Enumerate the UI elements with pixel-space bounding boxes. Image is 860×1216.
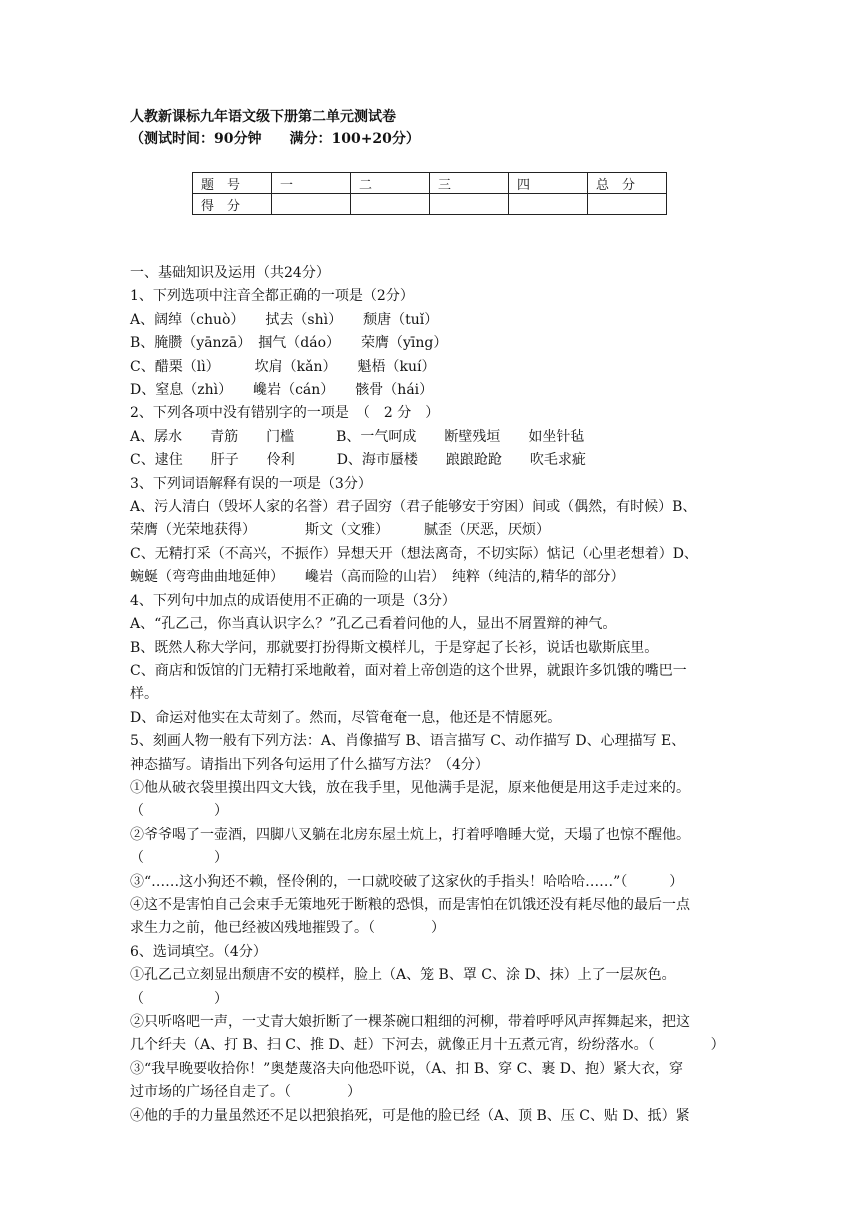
item-line: 求生力之前，他已经被凶残地摧毁了。（ ） — [130, 920, 445, 937]
option-line: A、污人清白（毁坏人家的名誉）君子固穷（君子能够安于穷困）间或（偶然，有时候）B、 — [130, 499, 697, 516]
option-line: 样。 — [130, 686, 158, 703]
option-line: A、阔绰（chuò） 拭去（shì） 颓唐（tuǐ） — [130, 311, 439, 328]
option-line: C、无精打采（不高兴，不振作）异想天开（想法离奇，不切实际）惦记（心里老想着）D、 — [130, 545, 698, 562]
question-text: 6、选词填空。（4分） — [130, 943, 267, 960]
item-line: ②爷爷喝了一壶酒，四脚八叉躺在北房东屋土炕上，打着呼噜睡大觉，天塌了也惊不醒他。 — [130, 826, 690, 843]
score-cell — [509, 194, 588, 215]
option-line: B、既然人称大学问，那就要打扮得斯文模样儿，于是穿起了长衫，说话也歇斯底里。 — [130, 639, 659, 656]
score-cell — [588, 194, 667, 215]
item-line: 几个纤夫（A、打 B、扫 C、推 D、赶）下河去，就像正月十五煮元宵，纷纷落水。（ ） — [130, 1037, 725, 1054]
score-cell: 题 号 — [193, 173, 272, 194]
option-line: 蜿蜒（弯弯曲曲地延伸） 巉岩（高而险的山岩） 纯粹（纯洁的,精华的部分） — [130, 569, 625, 586]
score-cell — [430, 194, 509, 215]
exam-title: 人教新课标九年语文级下册第二单元测试卷 — [130, 109, 396, 125]
score-cell: 四 — [509, 173, 588, 194]
section-heading: 一、基础知识及运用（共24分） — [130, 265, 330, 281]
option-line: C、逮住 肝子 伶利 D、海市蜃楼 踉踉跄跄 吹毛求疵 — [130, 452, 586, 469]
score-table-header-row — [193, 173, 667, 194]
question-text: 3、下列词语解释有误的一项是（3分） — [130, 475, 372, 492]
item-line: ④这不是害怕自己会束手无策地死于断粮的恐惧，而是害怕在饥饿还没有耗尽他的最后一点 — [130, 896, 690, 913]
score-cell — [272, 194, 351, 215]
item-line: ①孔乙己立刻显出颓唐不安的模样，脸上（A、笼 B、罩 C、涂 D、抹）上了一层灰色。 — [130, 967, 676, 984]
option-line: B、腌臜（yānzā） 掴气（dáo） 荣膺（yīng） — [130, 335, 448, 352]
answer-blank: （ ） — [130, 803, 228, 820]
option-line: 荣膺（光荣地获得） 斯文（文雅） 腻歪（厌恶，厌烦） — [130, 522, 550, 539]
score-cell: 一 — [272, 173, 351, 194]
exam-body — [130, 262, 734, 1128]
option-line: C、商店和饭馆的门无精打采地敞着，面对着上帝创造的这个世界，就跟许多饥饿的嘴巴一 — [130, 662, 687, 679]
question-text: 1、下列选项中注音全都正确的一项是（2分） — [130, 288, 414, 305]
score-table-score-row — [193, 194, 667, 215]
question-text: 4、下列句中加点的成语使用不正确的一项是（3分） — [130, 592, 456, 609]
exam-subtitle: （测试时间：90分钟 满分：100+20分） — [130, 131, 420, 147]
score-cell — [351, 194, 430, 215]
question-text: 2、下列各项中没有错别字的一项是 （ 2 分 ） — [130, 405, 440, 422]
item-line: 过市场的广场径自走了。（ ） — [130, 1084, 361, 1101]
score-cell: 二 — [351, 173, 430, 194]
question-text: 5、刻画人物一般有下列方法：A、肖像描写 B、语言描写 C、动作描写 D、心理描写 E、 — [130, 733, 686, 750]
item-line: ②只听咯吧一声，一丈青大娘折断了一棵茶碗口粗细的河柳，带着呼呼风声挥舞起来，把这 — [130, 1014, 690, 1030]
option-line: A、孱水 青筋 门槛 B、一气呵成 断壁残垣 如坐针毡 — [130, 428, 585, 445]
item-line: ④他的手的力量虽然还不足以把狼掐死，可是他的脸已经（A、顶 B、压 C、贴 D、抵）紧 — [130, 1107, 690, 1124]
item-line: ③“……这小狗还不赖，怪伶俐的，一口就咬破了这家伙的手指头！哈哈哈……”（ ） — [130, 873, 684, 890]
item-line: ①他从破衣袋里摸出四文大钱，放在我手里，见他满手是泥，原来他便是用这手走过来的。 — [130, 779, 690, 796]
score-cell: 总 分 — [588, 173, 667, 194]
option-line: D、窒息（zhì） 巉岩（cán） 骸骨（hái） — [130, 382, 434, 399]
question-text: 神态描写。请指出下列各句运用了什么描写方法？（4分） — [130, 756, 489, 773]
score-cell: 得 分 — [193, 194, 272, 215]
option-line: A、“孔乙己，你当真认识字么？”孔乙己看着问他的人，显出不屑置辩的神气。 — [130, 616, 617, 633]
item-line: ③“我早晚要收拾你！”奥楚蔑洛夫向他恐吓说，（A、扣 B、穿 C、裹 D、抱）紧大衣，穿 — [130, 1060, 683, 1077]
score-cell: 三 — [430, 173, 509, 194]
option-line: C、醋栗（lì） 坎肩（kǎn） 魁梧（kuí） — [130, 358, 436, 375]
option-line: D、命运对他实在太苛刻了。然而，尽管奄奄一息，他还是不情愿死。 — [130, 709, 562, 726]
score-table — [192, 172, 667, 215]
answer-blank: （ ） — [130, 990, 228, 1007]
answer-blank: （ ） — [130, 850, 228, 867]
